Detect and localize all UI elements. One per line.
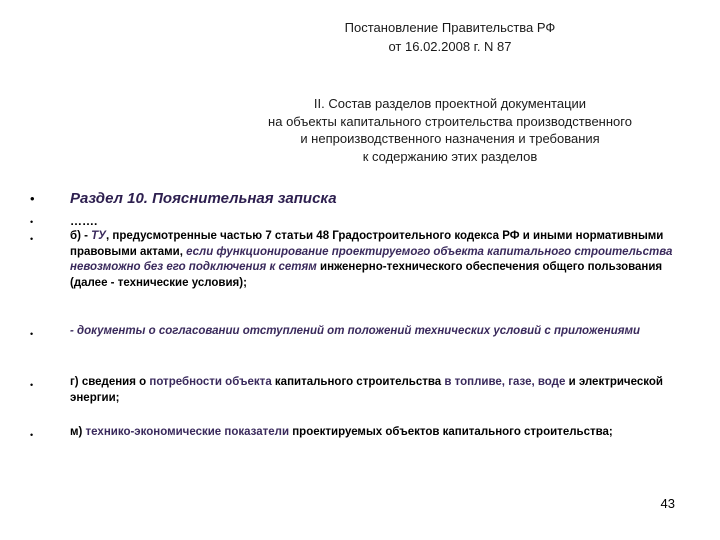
item-b-text-3: инженерно-технического обеспечения общего пользования (далее - технические условия); — [70, 261, 663, 289]
bullet-marker: • — [30, 217, 34, 227]
subtitle — [210, 95, 690, 165]
subtitle-line-3: и непроизводственного назначения и требования — [300, 131, 600, 146]
item-g-highlight-1: потребности объекта — [149, 376, 272, 388]
item-b-text-1: б) - — [70, 230, 92, 242]
list-item-documents — [70, 324, 675, 340]
item-m-text-2: проектируемых объектов капитального строительства; — [289, 426, 613, 438]
item-docs-text: - документы о согласовании отступлений от положений технических условий с приложениями — [70, 325, 641, 337]
list-item-m — [70, 425, 675, 441]
bullet-marker: • — [30, 430, 34, 440]
item-m-text-1: м) — [70, 426, 86, 438]
section-title: Раздел 10. Пояснительная записка — [70, 190, 337, 207]
bullet-marker: • — [30, 380, 34, 390]
item-g-text-2: капитального строительства — [271, 376, 445, 388]
bullet-marker: • — [30, 329, 34, 339]
item-g-highlight-2: в топливе, газе, воде — [444, 376, 566, 388]
item-g-text-3: и электрической энергии; — [70, 376, 663, 404]
title-line-1: Постановление Правительства РФ — [344, 20, 556, 35]
subtitle-line-2: на объекты капитального строительства производственного — [268, 113, 632, 129]
ellipsis-item: ……. — [70, 214, 98, 228]
item-b-text-2: , предусмотренные частью 7 статьи 48 Градостроительного кодекса РФ и иными нормативными правовыми актами, — [70, 230, 664, 258]
page-title — [240, 18, 660, 56]
bullet-marker: • — [30, 191, 35, 206]
item-b-tu: ТУ — [91, 230, 106, 242]
page-number: 43 — [660, 496, 675, 511]
subtitle-line-1: II. Состав разделов проектной документации — [313, 96, 587, 111]
list-item-b — [70, 229, 675, 291]
subtitle-line-4: к содержанию этих разделов — [362, 148, 538, 164]
item-m-highlight: технико-экономические показатели — [85, 426, 290, 438]
bullet-marker: • — [30, 234, 34, 244]
title-line-2: от 16.02.2008 г. N 87 — [388, 39, 512, 54]
item-b-italic: если функционирование проектируемого объекта капитального строительства невозможно без его подключения к сетям — [70, 245, 673, 274]
item-g-text-1: г) сведения о — [70, 376, 150, 388]
list-item-g — [70, 375, 675, 406]
